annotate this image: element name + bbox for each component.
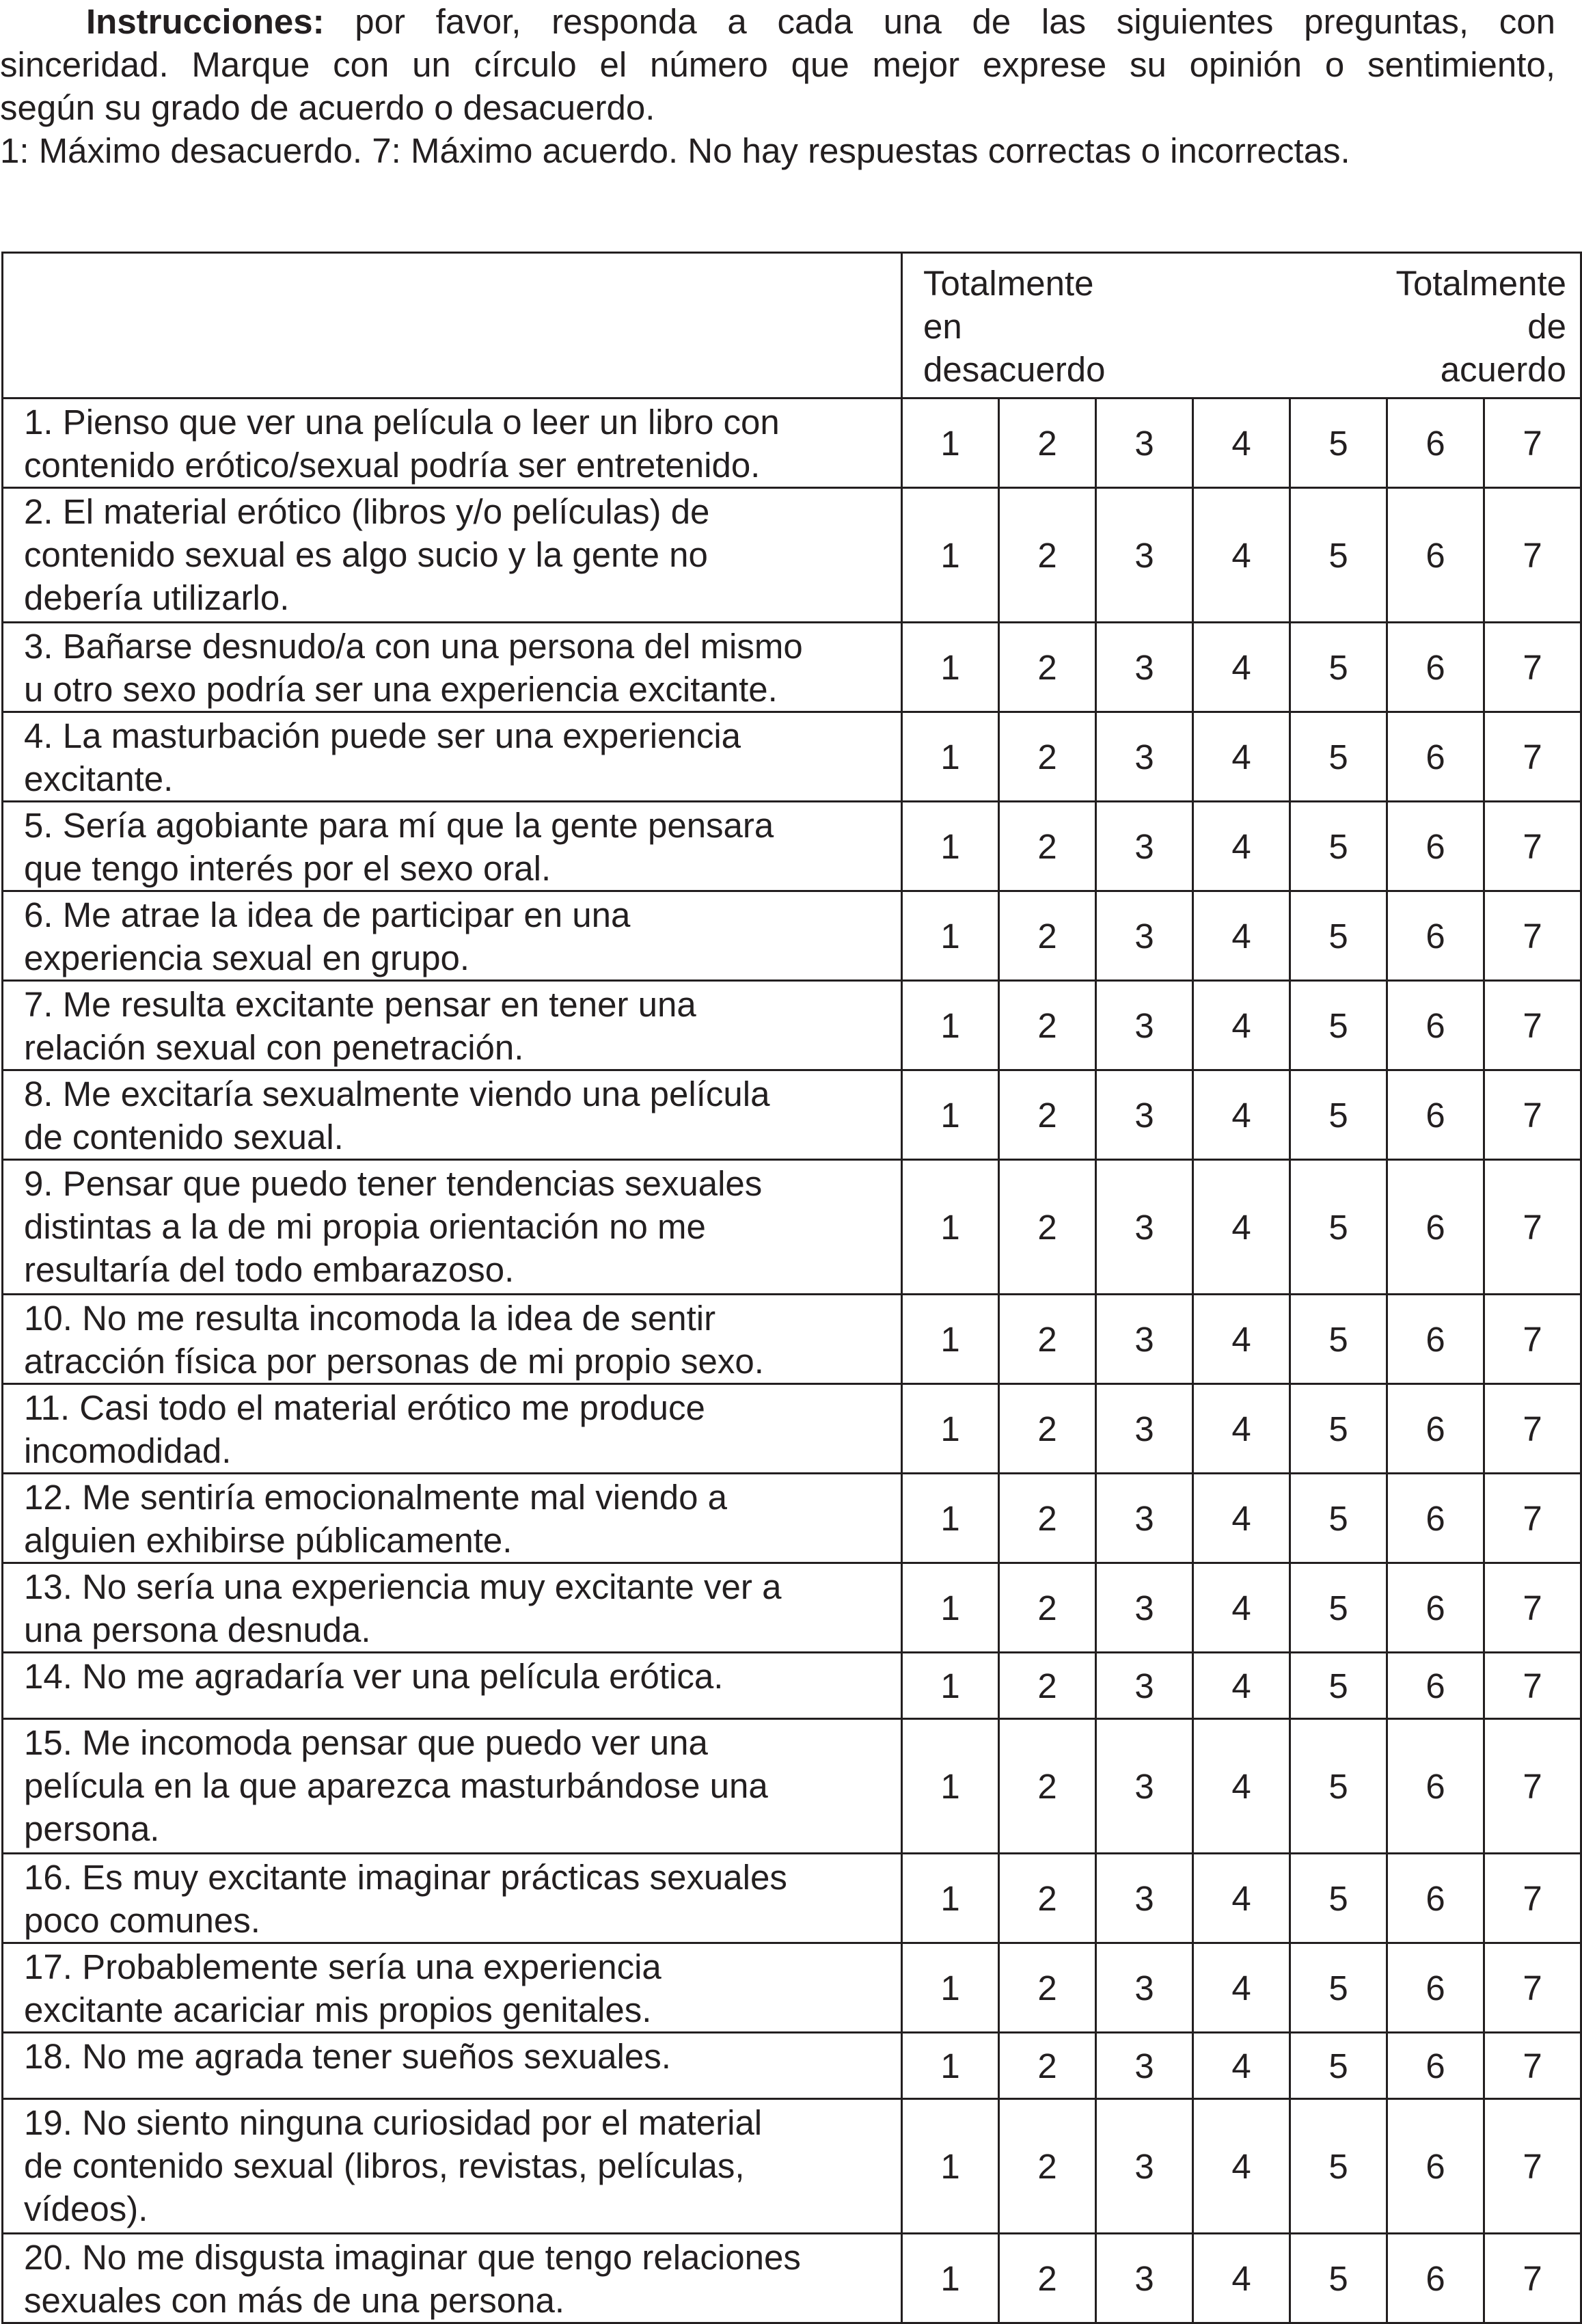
scale-option-3[interactable]: 3 <box>1096 1474 1193 1563</box>
instructions-block <box>0 0 1555 172</box>
table-row <box>3 2033 1581 2099</box>
question-text-line: de contenido sexual. <box>24 1118 344 1157</box>
scale-option-7[interactable]: 7 <box>1484 1719 1581 1854</box>
question-text-line: experiencia sexual en grupo. <box>24 938 470 977</box>
question-text-line: 2. El material erótico (libros y/o películas) de <box>24 492 710 531</box>
table-row <box>3 1070 1581 1160</box>
scale-option-6[interactable]: 6 <box>1387 802 1484 891</box>
scale-option-3[interactable]: 3 <box>1096 1943 1193 2033</box>
scale-option-3[interactable]: 3 <box>1096 2099 1193 2234</box>
scale-option-6[interactable]: 6 <box>1387 981 1484 1070</box>
scale-option-1[interactable]: 1 <box>902 1384 999 1474</box>
instructions-line-3: según su grado de acuerdo o desacuerdo. <box>0 88 655 127</box>
table-row <box>3 1653 1581 1719</box>
scale-option-4[interactable]: 4 <box>1193 712 1290 802</box>
question-text-line: resultaría del todo embarazoso. <box>24 1250 515 1289</box>
question-text-line: relación sexual con penetración. <box>24 1028 524 1067</box>
scale-option-4[interactable]: 4 <box>1193 1295 1290 1384</box>
question-text <box>24 1653 894 1698</box>
question-text <box>24 1385 894 1472</box>
scale-option-2[interactable]: 2 <box>999 1474 1096 1563</box>
scale-option-5[interactable]: 5 <box>1290 1719 1387 1854</box>
scale-option-6[interactable]: 6 <box>1387 1295 1484 1384</box>
scale-option-3[interactable]: 3 <box>1096 802 1193 891</box>
question-text-line: 5. Sería agobiante para mí que la gente pensara <box>24 806 774 845</box>
scale-option-3[interactable]: 3 <box>1096 2033 1193 2099</box>
scale-option-2[interactable]: 2 <box>999 623 1096 712</box>
question-text-line: 18. No me agrada tener sueños sexuales. <box>24 2037 671 2076</box>
scale-option-7[interactable]: 7 <box>1484 1854 1581 1943</box>
scale-option-2[interactable]: 2 <box>999 802 1096 891</box>
question-text <box>24 982 894 1069</box>
scale-option-1[interactable]: 1 <box>902 712 999 802</box>
scale-option-6[interactable]: 6 <box>1387 623 1484 712</box>
question-text-line: sexuales con más de una persona. <box>24 2281 564 2320</box>
scale-option-6[interactable]: 6 <box>1387 1719 1484 1854</box>
scale-option-7[interactable]: 7 <box>1484 1653 1581 1719</box>
scale-option-6[interactable]: 6 <box>1387 1943 1484 2033</box>
instructions-label: Instrucciones: <box>86 2 325 41</box>
question-text <box>24 1854 894 1942</box>
question-cell <box>3 1160 902 1295</box>
table-row <box>3 981 1581 1070</box>
question-text <box>24 802 894 890</box>
scale-option-2[interactable]: 2 <box>999 1070 1096 1160</box>
table-row <box>3 398 1581 488</box>
table-row <box>3 1943 1581 2033</box>
scale-option-1[interactable]: 1 <box>902 1474 999 1563</box>
scale-option-1[interactable]: 1 <box>902 2099 999 2234</box>
scale-option-1[interactable]: 1 <box>902 891 999 981</box>
scale-option-3[interactable]: 3 <box>1096 1070 1193 1160</box>
scale-option-4[interactable]: 4 <box>1193 488 1290 623</box>
scale-option-6[interactable]: 6 <box>1387 488 1484 623</box>
scale-option-7[interactable]: 7 <box>1484 712 1581 802</box>
question-text-line: poco comunes. <box>24 1901 260 1940</box>
scale-option-5[interactable]: 5 <box>1290 398 1387 488</box>
table-row <box>3 488 1581 623</box>
question-text-line: que tengo interés por el sexo oral. <box>24 849 551 888</box>
scale-option-1[interactable]: 1 <box>902 981 999 1070</box>
scale-option-3[interactable]: 3 <box>1096 1563 1193 1653</box>
instructions-text-1: por favor, responda a cada una de las siguientes preguntas, con <box>355 2 1555 41</box>
scale-option-2[interactable]: 2 <box>999 1295 1096 1384</box>
scale-header-right-line: acuerdo <box>1440 350 1566 389</box>
question-text-line: 1. Pienso que ver una película o leer un libro con <box>24 403 780 442</box>
scale-option-4[interactable]: 4 <box>1193 1160 1290 1295</box>
table-row <box>3 1854 1581 1943</box>
question-cell <box>3 2099 902 2234</box>
scale-option-2[interactable]: 2 <box>999 488 1096 623</box>
scale-option-5[interactable]: 5 <box>1290 1563 1387 1653</box>
question-text-line: 9. Pensar que puedo tener tendencias sexuales <box>24 1164 763 1203</box>
question-text <box>24 1071 894 1159</box>
scale-option-1[interactable]: 1 <box>902 1719 999 1854</box>
question-cell <box>3 488 902 623</box>
scale-option-2[interactable]: 2 <box>999 1160 1096 1295</box>
scale-option-4[interactable]: 4 <box>1193 398 1290 488</box>
question-text-line: 19. No siento ninguna curiosidad por el material <box>24 2103 763 2142</box>
scale-option-6[interactable]: 6 <box>1387 2099 1484 2234</box>
scale-option-2[interactable]: 2 <box>999 1943 1096 2033</box>
scale-option-2[interactable]: 2 <box>999 2234 1096 2323</box>
question-text-line: 17. Probablemente sería una experiencia <box>24 1947 662 1986</box>
scale-option-4[interactable]: 4 <box>1193 1384 1290 1474</box>
scale-header-left-line: desacuerdo <box>923 350 1106 389</box>
scale-option-6[interactable]: 6 <box>1387 1563 1484 1653</box>
scale-header-left-line: en <box>923 307 962 346</box>
question-text-line: incomodidad. <box>24 1431 232 1470</box>
question-text-line: 7. Me resulta excitante pensar en tener una <box>24 985 696 1024</box>
scale-option-3[interactable]: 3 <box>1096 398 1193 488</box>
scale-option-3[interactable]: 3 <box>1096 488 1193 623</box>
table-row <box>3 1295 1581 1384</box>
scale-option-7[interactable]: 7 <box>1484 623 1581 712</box>
instructions-line-2: sinceridad. Marque con un círculo el número que mejor exprese su opinión o sentimiento, <box>0 45 1555 84</box>
scale-option-2[interactable]: 2 <box>999 2033 1096 2099</box>
scale-option-6[interactable]: 6 <box>1387 1653 1484 1719</box>
scale-option-4[interactable]: 4 <box>1193 981 1290 1070</box>
scale-option-1[interactable]: 1 <box>902 1160 999 1295</box>
survey-table <box>1 252 1582 2324</box>
question-text-line: atracción física por personas de mi propio sexo. <box>24 1342 764 1381</box>
question-text-line: 20. No me disgusta imaginar que tengo relaciones <box>24 2238 801 2277</box>
scale-option-6[interactable]: 6 <box>1387 2234 1484 2323</box>
question-cell <box>3 2234 902 2323</box>
scale-option-1[interactable]: 1 <box>902 1295 999 1384</box>
table-row <box>3 2234 1581 2323</box>
scale-option-5[interactable]: 5 <box>1290 891 1387 981</box>
scale-header-right <box>1396 262 1566 391</box>
question-text-line: 13. No sería una experiencia muy excitante ver a <box>24 1567 782 1606</box>
question-text <box>24 1161 894 1291</box>
table-header-row <box>3 253 1581 398</box>
scale-header-left-line: Totalmente <box>923 264 1094 303</box>
question-text <box>24 1295 894 1383</box>
scale-option-6[interactable]: 6 <box>1387 712 1484 802</box>
scale-option-5[interactable]: 5 <box>1290 2099 1387 2234</box>
scale-option-7[interactable]: 7 <box>1484 1070 1581 1160</box>
question-text-line: 12. Me sentiría emocionalmente mal viendo a <box>24 1478 728 1517</box>
survey-body <box>3 398 1581 2323</box>
scale-option-7[interactable]: 7 <box>1484 1384 1581 1474</box>
scale-option-6[interactable]: 6 <box>1387 891 1484 981</box>
scale-option-4[interactable]: 4 <box>1193 2234 1290 2323</box>
question-cell <box>3 623 902 712</box>
scale-option-4[interactable]: 4 <box>1193 891 1290 981</box>
scale-option-1[interactable]: 1 <box>902 1943 999 2033</box>
scale-option-3[interactable]: 3 <box>1096 891 1193 981</box>
question-text-line: una persona desnuda. <box>24 1610 371 1649</box>
scale-option-5[interactable]: 5 <box>1290 1653 1387 1719</box>
scale-header-right-line: Totalmente <box>1395 264 1566 303</box>
scale-option-3[interactable]: 3 <box>1096 1719 1193 1854</box>
scale-option-5[interactable]: 5 <box>1290 1943 1387 2033</box>
question-text-line: 14. No me agradaría ver una película erótica. <box>24 1657 724 1696</box>
scale-option-3[interactable]: 3 <box>1096 1854 1193 1943</box>
table-row <box>3 1384 1581 1474</box>
scale-option-4[interactable]: 4 <box>1193 2033 1290 2099</box>
scale-option-7[interactable]: 7 <box>1484 981 1581 1070</box>
question-text-line: persona. <box>24 1809 160 1848</box>
question-text <box>24 2100 894 2230</box>
scale-option-4[interactable]: 4 <box>1193 1653 1290 1719</box>
question-text-line: 3. Bañarse desnudo/a con una persona del mismo <box>24 627 803 666</box>
question-cell <box>3 891 902 981</box>
scale-option-1[interactable]: 1 <box>902 1563 999 1653</box>
scale-option-3[interactable]: 3 <box>1096 1384 1193 1474</box>
scale-option-7[interactable]: 7 <box>1484 488 1581 623</box>
question-text <box>24 489 894 619</box>
table-row <box>3 1474 1581 1563</box>
scale-option-7[interactable]: 7 <box>1484 1474 1581 1563</box>
question-cell <box>3 1474 902 1563</box>
table-row <box>3 1719 1581 1854</box>
table-row <box>3 802 1581 891</box>
scale-option-7[interactable]: 7 <box>1484 1295 1581 1384</box>
question-cell <box>3 1070 902 1160</box>
scale-option-1[interactable]: 1 <box>902 802 999 891</box>
table-row <box>3 1563 1581 1653</box>
question-cell <box>3 1854 902 1943</box>
scale-option-2[interactable]: 2 <box>999 1563 1096 1653</box>
question-text <box>24 399 894 487</box>
question-text-line: de contenido sexual (libros, revistas, películas, <box>24 2146 745 2185</box>
question-text-line: distintas a la de mi propia orientación no me <box>24 1207 706 1246</box>
scale-option-5[interactable]: 5 <box>1290 1160 1387 1295</box>
table-row <box>3 1160 1581 1295</box>
scale-option-7[interactable]: 7 <box>1484 2234 1581 2323</box>
scale-option-6[interactable]: 6 <box>1387 1854 1484 1943</box>
scale-option-3[interactable]: 3 <box>1096 2234 1193 2323</box>
scale-option-7[interactable]: 7 <box>1484 891 1581 981</box>
question-cell <box>3 1563 902 1653</box>
scale-option-4[interactable]: 4 <box>1193 2099 1290 2234</box>
question-text-line: 8. Me excitaría sexualmente viendo una película <box>24 1075 770 1113</box>
question-text-line: excitante acariciar mis propios genitales. <box>24 1990 652 2029</box>
scale-option-7[interactable]: 7 <box>1484 802 1581 891</box>
scale-option-2[interactable]: 2 <box>999 1653 1096 1719</box>
scale-option-5[interactable]: 5 <box>1290 1295 1387 1384</box>
scale-header-right-line: de <box>1527 307 1566 346</box>
scale-option-1[interactable]: 1 <box>902 2234 999 2323</box>
question-text <box>24 1564 894 1651</box>
scale-option-3[interactable]: 3 <box>1096 1295 1193 1384</box>
scale-option-1[interactable]: 1 <box>902 488 999 623</box>
question-text-line: u otro sexo podría ser una experiencia excitante. <box>24 670 778 709</box>
instructions-line-1 <box>0 0 1555 43</box>
instructions-line-4: 1: Máximo desacuerdo. 7: Máximo acuerdo. No hay respuestas correctas o incorrectas. <box>0 131 1350 170</box>
question-cell <box>3 802 902 891</box>
question-text-line: contenido sexual es algo sucio y la gente no <box>24 535 708 574</box>
scale-option-4[interactable]: 4 <box>1193 1943 1290 2033</box>
question-cell <box>3 1653 902 1719</box>
scale-option-6[interactable]: 6 <box>1387 398 1484 488</box>
scale-option-5[interactable]: 5 <box>1290 1854 1387 1943</box>
scale-option-2[interactable]: 2 <box>999 1719 1096 1854</box>
scale-option-4[interactable]: 4 <box>1193 1719 1290 1854</box>
scale-option-5[interactable]: 5 <box>1290 623 1387 712</box>
question-text <box>24 2033 894 2078</box>
scale-option-2[interactable]: 2 <box>999 1384 1096 1474</box>
question-cell <box>3 1384 902 1474</box>
scale-header-cell <box>902 253 1581 398</box>
scale-option-3[interactable]: 3 <box>1096 623 1193 712</box>
question-text-line: alguien exhibirse públicamente. <box>24 1521 513 1560</box>
scale-option-3[interactable]: 3 <box>1096 712 1193 802</box>
question-text <box>24 2234 894 2322</box>
question-text-line: 10. No me resulta incomoda la idea de sentir <box>24 1299 716 1338</box>
scale-option-5[interactable]: 5 <box>1290 1070 1387 1160</box>
scale-option-3[interactable]: 3 <box>1096 981 1193 1070</box>
scale-option-3[interactable]: 3 <box>1096 1653 1193 1719</box>
scale-option-6[interactable]: 6 <box>1387 1160 1484 1295</box>
scale-option-4[interactable]: 4 <box>1193 1563 1290 1653</box>
scale-option-4[interactable]: 4 <box>1193 1070 1290 1160</box>
scale-option-2[interactable]: 2 <box>999 981 1096 1070</box>
scale-option-5[interactable]: 5 <box>1290 981 1387 1070</box>
table-row <box>3 2099 1581 2234</box>
scale-option-6[interactable]: 6 <box>1387 1474 1484 1563</box>
scale-option-6[interactable]: 6 <box>1387 1384 1484 1474</box>
scale-option-5[interactable]: 5 <box>1290 488 1387 623</box>
scale-option-4[interactable]: 4 <box>1193 1474 1290 1563</box>
scale-option-2[interactable]: 2 <box>999 712 1096 802</box>
question-text-line: película en la que aparezca masturbándose una <box>24 1766 768 1805</box>
table-header-empty-cell <box>3 253 902 398</box>
scale-option-5[interactable]: 5 <box>1290 1474 1387 1563</box>
question-text-line: 6. Me atrae la idea de participar en una <box>24 895 631 934</box>
table-row <box>3 712 1581 802</box>
question-text <box>24 892 894 979</box>
scale-option-3[interactable]: 3 <box>1096 1160 1193 1295</box>
question-text-line: 11. Casi todo el material erótico me produce <box>24 1388 705 1427</box>
scale-option-2[interactable]: 2 <box>999 1854 1096 1943</box>
scale-header-left <box>923 262 1106 391</box>
question-text-line: 16. Es muy excitante imaginar prácticas sexuales <box>24 1858 787 1897</box>
table-row <box>3 891 1581 981</box>
scale-option-5[interactable]: 5 <box>1290 1384 1387 1474</box>
scale-option-1[interactable]: 1 <box>902 1653 999 1719</box>
scale-option-4[interactable]: 4 <box>1193 623 1290 712</box>
scale-option-4[interactable]: 4 <box>1193 1854 1290 1943</box>
question-text <box>24 1720 894 1850</box>
scale-option-2[interactable]: 2 <box>999 398 1096 488</box>
question-text-line: 15. Me incomoda pensar que puedo ver una <box>24 1723 708 1762</box>
question-text-line: debería utilizarlo. <box>24 578 290 617</box>
question-text-line: vídeos). <box>24 2189 148 2228</box>
question-cell <box>3 398 902 488</box>
scale-option-6[interactable]: 6 <box>1387 2033 1484 2099</box>
question-text <box>24 1474 894 1562</box>
question-text <box>24 713 894 800</box>
scale-option-1[interactable]: 1 <box>902 623 999 712</box>
scale-option-6[interactable]: 6 <box>1387 1070 1484 1160</box>
scale-option-2[interactable]: 2 <box>999 2099 1096 2234</box>
scale-option-7[interactable]: 7 <box>1484 1563 1581 1653</box>
scale-option-7[interactable]: 7 <box>1484 2033 1581 2099</box>
question-cell <box>3 2033 902 2099</box>
question-cell <box>3 1943 902 2033</box>
question-text-line: excitante. <box>24 759 174 798</box>
question-cell <box>3 712 902 802</box>
scale-option-1[interactable]: 1 <box>902 398 999 488</box>
question-cell <box>3 981 902 1070</box>
scale-option-5[interactable]: 5 <box>1290 712 1387 802</box>
question-cell <box>3 1295 902 1384</box>
scale-option-1[interactable]: 1 <box>902 2033 999 2099</box>
scale-option-1[interactable]: 1 <box>902 1854 999 1943</box>
scale-option-1[interactable]: 1 <box>902 1070 999 1160</box>
question-text-line: contenido erótico/sexual podría ser entretenido. <box>24 446 761 485</box>
scale-option-7[interactable]: 7 <box>1484 1943 1581 2033</box>
scale-option-2[interactable]: 2 <box>999 891 1096 981</box>
scale-option-5[interactable]: 5 <box>1290 2033 1387 2099</box>
table-row <box>3 623 1581 712</box>
scale-option-7[interactable]: 7 <box>1484 2099 1581 2234</box>
scale-option-4[interactable]: 4 <box>1193 802 1290 891</box>
question-text <box>24 623 894 711</box>
scale-option-7[interactable]: 7 <box>1484 1160 1581 1295</box>
scale-option-5[interactable]: 5 <box>1290 2234 1387 2323</box>
question-text <box>24 1944 894 2031</box>
scale-option-5[interactable]: 5 <box>1290 802 1387 891</box>
scale-option-7[interactable]: 7 <box>1484 398 1581 488</box>
question-text-line: 4. La masturbación puede ser una experiencia <box>24 716 741 755</box>
question-cell <box>3 1719 902 1854</box>
